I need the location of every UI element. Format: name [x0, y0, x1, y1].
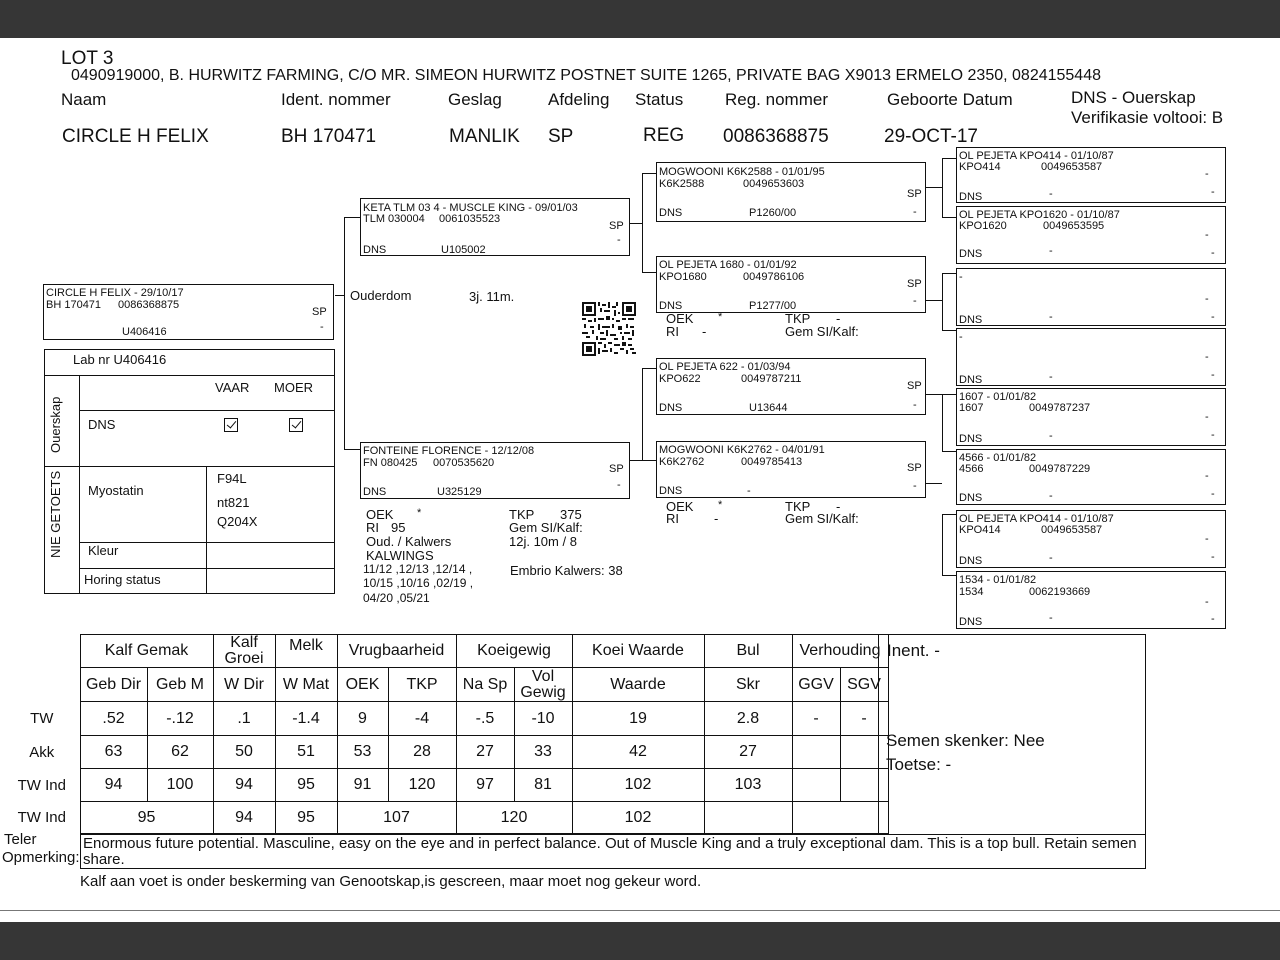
cell: 50 — [213, 736, 275, 769]
lab-kleur-label: Kleur — [88, 543, 119, 558]
myostatin-q204x: Q204X — [217, 514, 258, 529]
dam-sire-code: U13644 — [749, 402, 788, 414]
dam-ri-value: 95 — [391, 520, 406, 535]
ggp-id: 1534 — [959, 586, 984, 598]
col-tkp: TKP — [388, 668, 456, 702]
cell: .52 — [80, 702, 147, 736]
pedigree-line — [630, 460, 642, 461]
dam-oek-label: OEK — [366, 507, 394, 522]
dd-oek-value: * — [718, 499, 723, 511]
dam-gem-label: Gem SI/Kalf: — [509, 520, 583, 535]
cell: 97 — [456, 769, 514, 802]
cell: -10 — [514, 702, 572, 736]
ggp-id: KPO414 — [959, 161, 1001, 173]
col-geb-dir: Geb Dir — [80, 668, 147, 702]
cell: 63 — [80, 736, 147, 769]
ggp-dash: - — [1211, 311, 1215, 323]
pedigree-line — [942, 394, 943, 452]
sire-sire-box — [656, 162, 926, 222]
ggp-code: - — [1049, 188, 1053, 200]
subject-lab: U406416 — [122, 326, 167, 338]
ggp-dash: - — [1205, 470, 1209, 482]
ggp-dash: - — [1205, 351, 1209, 363]
cell: 51 — [275, 736, 337, 769]
dam-tkp-label: TKP — [509, 507, 535, 522]
sire-sire-sp: SP — [907, 188, 922, 200]
dam-kalwings-line: 04/20 ,05/21 — [363, 591, 430, 605]
cell: -.12 — [147, 702, 213, 736]
group-koeigewig: Koeigewig — [456, 635, 572, 668]
subject-id: BH 170471 — [46, 299, 102, 311]
dam-sire-dash: - — [913, 399, 917, 411]
ggp-dash: - — [1205, 293, 1209, 305]
ggp-dns: DNS — [959, 248, 983, 260]
header-geslag: Geslag — [448, 90, 502, 109]
sire-dam-reg: 0049786106 — [743, 271, 805, 283]
ggp-id: KPO1620 — [959, 220, 1007, 232]
dam-oud-label: Oud. / Kalwers — [366, 534, 452, 549]
dam-dam-dns: DNS — [659, 485, 683, 497]
cell: 33 — [514, 736, 572, 769]
cell — [792, 736, 840, 769]
semen-skenker: Semen skenker: Nee — [886, 731, 1045, 750]
cell: .1 — [213, 702, 275, 736]
dam-tkp-value: 375 — [560, 507, 582, 522]
sd-oek-value: * — [718, 311, 723, 323]
row-label: TW Ind — [17, 809, 66, 826]
col-vol-gewig: Vol Gewig — [514, 668, 572, 702]
row-label: Akk — [29, 743, 55, 761]
col-skr: Skr — [704, 668, 792, 702]
ggp-dash: - — [1205, 229, 1209, 241]
table-row — [4, 702, 888, 736]
pedigree-line — [942, 158, 943, 218]
dam-dns: DNS — [363, 486, 387, 498]
cell: 120 — [456, 802, 572, 834]
cell: 100 — [147, 769, 213, 802]
cell — [792, 802, 888, 834]
pedigree-line — [942, 575, 956, 576]
cell: 53 — [337, 736, 388, 769]
header-ident: Ident. nommer — [281, 90, 391, 109]
cell: 95 — [275, 802, 337, 834]
cell: 27 — [704, 736, 792, 769]
dam-sire-box — [656, 358, 926, 415]
ggp-code: - — [1049, 245, 1053, 257]
ggp-dash: - — [1205, 596, 1209, 608]
ggp-title: OL PEJETA KPO414 - 01/10/87 — [959, 150, 1114, 162]
lot-page — [0, 38, 1280, 922]
row-label: TW Ind — [17, 776, 66, 794]
ggp-reg: 0049653587 — [1041, 524, 1103, 536]
group-melk: Melk — [275, 635, 337, 668]
cell: 120 — [388, 769, 456, 802]
ouderdom-label: Ouderdom — [350, 288, 412, 303]
info-side-box — [878, 634, 1146, 835]
cell: 103 — [704, 769, 792, 802]
group-vrugbaarheid: Vrugbaarheid — [337, 635, 456, 668]
dam-kalwings-line: 11/12 ,12/13 ,12/14 , — [363, 562, 473, 576]
ggp-code: - — [1049, 490, 1053, 502]
lab-test-box — [44, 349, 335, 594]
ggp-dns: DNS — [959, 191, 983, 203]
dam-kalwings-line: 10/15 ,10/16 ,02/19 , — [363, 576, 474, 590]
sire-dam-sp: SP — [907, 278, 922, 290]
pedigree-line — [942, 158, 956, 159]
divider — [0, 910, 1280, 911]
ggp-title: 1534 - 01/01/82 — [959, 574, 1037, 586]
cell: - — [792, 702, 840, 736]
ggp-dash: - — [1211, 186, 1215, 198]
group-verhouding: Verhouding — [792, 635, 888, 668]
pedigree-line — [642, 368, 643, 461]
ggp-dash: - — [1205, 411, 1209, 423]
subject-reg: 0086368875 — [118, 299, 180, 311]
cell: -4 — [388, 702, 456, 736]
myostatin-f94l: F94L — [217, 471, 247, 486]
dd-oek-label: OEK — [666, 499, 694, 514]
ggp-box-1 — [956, 147, 1226, 203]
cell: 102 — [572, 802, 704, 834]
pedigree-line — [344, 217, 345, 450]
ggp-box-8 — [956, 571, 1226, 629]
col-sgv: SGV — [840, 668, 888, 702]
subject-title: CIRCLE H FELIX - 29/10/17 — [46, 287, 184, 299]
ggp-dns: DNS — [959, 374, 983, 386]
ggp-title: - — [959, 331, 963, 343]
ggp-title: OL PEJETA KPO414 - 01/10/87 — [959, 513, 1114, 525]
pedigree-line — [942, 330, 956, 331]
dam-oek-value: * — [417, 507, 422, 519]
ggp-dash: - — [1211, 613, 1215, 625]
dam-dam-title: MOGWOONI K6K2762 - 04/01/91 — [659, 444, 825, 456]
inent-label: Inent. - — [887, 641, 940, 660]
sd-tkp-label: TKP — [785, 311, 811, 326]
sire-box — [360, 198, 630, 256]
dam-title: FONTEINE FLORENCE - 12/12/08 — [363, 445, 535, 457]
col-w-dir: W Dir — [213, 668, 275, 702]
lab-myostatin-label: Myostatin — [88, 483, 144, 498]
sire-dam-title: OL PEJETA 1680 - 01/01/92 — [659, 259, 797, 271]
remark-box: Enormous future potential. Masculine, easy on the eye and in perfect balance. Out of Muscle King and a truly exceptional dam. This is a top bull. Retain semen share. — [80, 834, 1146, 869]
sire-dns: DNS — [363, 244, 387, 256]
sire-reg: 0061035523 — [439, 213, 501, 225]
animal-geslag: MANLIK — [449, 126, 520, 147]
dam-ri-label: RI — [366, 520, 379, 535]
sire-sire-code: P1260/00 — [749, 207, 797, 219]
cell: 19 — [572, 702, 704, 736]
col-na-sp: Na Sp — [456, 668, 514, 702]
header-geboorte: Geboorte Datum — [887, 90, 1013, 109]
cell: 28 — [388, 736, 456, 769]
ggp-dns: DNS — [959, 616, 983, 628]
lab-ouerskap-label: Ouerskap — [48, 396, 63, 453]
cell: -.5 — [456, 702, 514, 736]
sire-code: U105002 — [441, 244, 486, 256]
dam-sp: SP — [609, 463, 624, 475]
dam-dam-box — [656, 441, 926, 498]
sire-dam-dns: DNS — [659, 300, 683, 312]
ggp-dash: - — [1205, 533, 1209, 545]
col-w-mat: W Mat — [275, 668, 337, 702]
sire-id: TLM 030004 — [363, 213, 425, 225]
dd-tkp-value: - — [836, 499, 841, 514]
ggp-box-7 — [956, 510, 1226, 568]
dam-sire-id: KPO622 — [659, 373, 701, 385]
pedigree-line — [926, 187, 942, 188]
animal-geboorte: 29-OCT-17 — [884, 126, 978, 147]
ggp-box-4 — [956, 328, 1226, 386]
dam-dam-dash: - — [913, 480, 917, 492]
pedigree-line — [642, 173, 643, 273]
lab-nie-getoets-label: NIE GETOETS — [48, 470, 63, 558]
ggp-code: - — [1049, 552, 1053, 564]
ggp-dns: DNS — [959, 555, 983, 567]
table-row — [4, 769, 888, 802]
pedigree-line — [642, 173, 656, 174]
dam-sire-dns: DNS — [659, 402, 683, 414]
top-bar — [0, 0, 1280, 38]
dam-dam-sp: SP — [907, 462, 922, 474]
ggp-dash: - — [1211, 551, 1215, 563]
subject-pedigree-box — [43, 284, 334, 340]
pedigree-line — [942, 514, 943, 576]
dam-sire-title: OL PEJETA 622 - 01/03/94 — [659, 361, 791, 373]
animal-reg: 0086368875 — [723, 126, 829, 147]
dam-dam-id: K6K2762 — [659, 456, 705, 468]
sd-gem-label: Gem SI/Kalf: — [785, 324, 859, 339]
sd-ri-value: - — [702, 324, 707, 339]
sire-sire-dash: - — [913, 206, 917, 218]
ggp-code: - — [1049, 430, 1053, 442]
ggp-title: OL PEJETA KPO1620 - 01/10/87 — [959, 209, 1120, 221]
dd-tkp-label: TKP — [785, 499, 811, 514]
pedigree-line — [942, 273, 956, 274]
dam-oud-value: 12j. 10m / 8 — [509, 534, 577, 549]
cell: 107 — [337, 802, 456, 834]
ggp-dash: - — [1205, 168, 1209, 180]
sire-sire-title: MOGWOONI K6K2588 - 01/01/95 — [659, 166, 825, 178]
animal-status: REG — [643, 125, 685, 146]
sire-dash: - — [617, 234, 621, 246]
pedigree-line — [942, 514, 956, 515]
ggp-title: - — [959, 271, 963, 283]
cell: 9 — [337, 702, 388, 736]
animal-afdeling: SP — [548, 126, 574, 147]
lab-number: Lab nr U406416 — [73, 352, 167, 367]
group-kalf-groei: Kalf Groei — [213, 635, 275, 668]
pedigree-line — [630, 223, 642, 224]
pedigree-line — [344, 217, 360, 218]
sire-dam-dash: - — [913, 295, 917, 307]
sd-ri-label: RI — [666, 324, 679, 339]
teler-label: Teler — [4, 831, 37, 848]
header-naam: Naam — [61, 90, 107, 109]
subject-dash: - — [320, 321, 324, 333]
pedigree-line — [942, 451, 956, 452]
animal-ident: BH 170471 — [281, 126, 377, 147]
ggp-reg: 0049653587 — [1041, 161, 1103, 173]
group-koei-waarde: Koei Waarde — [572, 635, 704, 668]
dam-dash: - — [617, 479, 621, 491]
animal-name: CIRCLE H FELIX — [62, 126, 209, 147]
dam-box — [360, 442, 630, 499]
col-geb-m: Geb M — [147, 668, 213, 702]
toetse-label: Toetse: - — [886, 755, 952, 774]
pedigree-line — [926, 483, 942, 484]
opmerking-label: Opmerking: — [2, 849, 80, 866]
ebv-table — [4, 634, 889, 834]
vaar-dns-checkbox[interactable] — [224, 418, 238, 432]
group-bul: Bul — [704, 635, 792, 668]
dam-kalwings-label: KALWINGS — [366, 548, 434, 563]
pedigree-line — [642, 460, 656, 461]
lab-moer-header: MOER — [274, 380, 313, 395]
sire-title: KETA TLM 03 4 - MUSCLE KING - 09/01/03 — [363, 202, 578, 214]
ggp-code: - — [1049, 311, 1053, 323]
sire-dam-box — [656, 256, 926, 313]
ggp-id: 4566 — [959, 463, 984, 475]
ggp-dash: - — [1211, 429, 1215, 441]
cell — [792, 769, 840, 802]
footer-note: Kalf aan voet is onder beskerming van Genootskap,is gescreen, maar moet nog gekeur word. — [80, 873, 702, 890]
dam-code: U325129 — [437, 486, 482, 498]
ggp-box-2 — [956, 206, 1226, 264]
ggp-box-3 — [956, 268, 1226, 326]
cell: 94 — [213, 769, 275, 802]
ggp-code: - — [1049, 371, 1053, 383]
ggp-reg: 0062193669 — [1029, 586, 1091, 598]
cell: - — [840, 702, 888, 736]
dam-sire-sp: SP — [907, 380, 922, 392]
myostatin-nt821: nt821 — [217, 495, 250, 510]
cell: 95 — [275, 769, 337, 802]
table-row — [4, 802, 888, 834]
ggp-code: - — [1049, 612, 1053, 624]
col-oek: OEK — [337, 668, 388, 702]
ggp-title: 4566 - 01/01/82 — [959, 452, 1037, 464]
cell: 102 — [572, 769, 704, 802]
sd-oek-label: OEK — [666, 311, 694, 326]
sire-sire-dns: DNS — [659, 207, 683, 219]
cell: 94 — [80, 769, 147, 802]
lab-dns-label: DNS — [88, 417, 116, 432]
qr-code-icon — [582, 302, 636, 356]
ggp-id: 1607 — [959, 402, 984, 414]
col-waarde: Waarde — [572, 668, 704, 702]
ggp-dns: DNS — [959, 492, 983, 504]
pedigree-line — [942, 273, 943, 331]
group-kalf-gemak: Kalf Gemak — [80, 635, 213, 668]
cell: -1.4 — [275, 702, 337, 736]
dd-ri-value: - — [714, 511, 719, 526]
cell: 2.8 — [704, 702, 792, 736]
header-dns: DNS - Ouerskap — [1071, 88, 1196, 107]
moer-dns-checkbox[interactable] — [289, 418, 303, 432]
pedigree-line — [642, 368, 656, 369]
col-ggv: GGV — [792, 668, 840, 702]
row-label: TW — [30, 710, 54, 727]
table-row — [4, 736, 888, 769]
sire-dam-code: P1277/00 — [749, 300, 797, 312]
dam-reg: 0070535620 — [433, 457, 495, 469]
sire-sp: SP — [609, 220, 624, 232]
dd-gem-label: Gem SI/Kalf: — [785, 511, 859, 526]
ggp-dash: - — [1211, 369, 1215, 381]
pedigree-line — [642, 272, 656, 273]
cell: 62 — [147, 736, 213, 769]
pedigree-line — [926, 483, 927, 484]
ggp-reg: 0049653595 — [1043, 220, 1105, 232]
dam-id: FN 080425 — [363, 457, 418, 469]
ggp-title: 1607 - 01/01/82 — [959, 391, 1037, 403]
sire-dam-id: KPO1680 — [659, 271, 707, 283]
ggp-dash: - — [1211, 488, 1215, 500]
header-afdeling: Afdeling — [548, 90, 610, 109]
cell: 42 — [572, 736, 704, 769]
pedigree-line — [942, 217, 956, 218]
header-verifikasie: Verifikasie voltooi: B — [1071, 108, 1224, 127]
ggp-dash: - — [1211, 247, 1215, 259]
dam-embrio: Embrio Kalwers: 38 — [510, 563, 623, 578]
ggp-dns: DNS — [959, 314, 983, 326]
owner-line: 0490919000, B. HURWITZ FARMING, C/O MR. SIMEON HURWITZ POSTNET SUITE 1265, PRIVATE BAG X9013 ERMELO 2350, 0824155448 — [71, 67, 1101, 84]
sd-tkp-value: - — [836, 311, 841, 326]
ggp-reg: 0049787237 — [1029, 402, 1091, 414]
cell: 95 — [80, 802, 213, 834]
ggp-box-6 — [956, 449, 1226, 505]
pedigree-line — [344, 449, 360, 450]
ggp-box-5 — [956, 388, 1226, 446]
ouderdom-value: 3j. 11m. — [469, 289, 515, 304]
cell: 81 — [514, 769, 572, 802]
dam-dam-reg: 0049785413 — [741, 456, 803, 468]
header-status: Status — [635, 90, 684, 109]
pedigree-line — [942, 394, 956, 395]
header-reg: Reg. nommer — [725, 90, 828, 109]
dam-dam-code: - — [747, 485, 751, 497]
bottom-bar — [0, 922, 1280, 960]
ggp-reg: 0049787229 — [1029, 463, 1091, 475]
sire-sire-id: K6K2588 — [659, 178, 705, 190]
ggp-dns: DNS — [959, 433, 983, 445]
pedigree-line — [926, 300, 942, 301]
dd-ri-label: RI — [666, 511, 679, 526]
lab-vaar-header: VAAR — [215, 380, 250, 395]
dam-sire-reg: 0049787211 — [741, 373, 802, 385]
cell: 91 — [337, 769, 388, 802]
sire-sire-reg: 0049653603 — [743, 178, 805, 190]
subject-sp: SP — [312, 306, 327, 318]
pedigree-line — [926, 394, 942, 395]
cell: 94 — [213, 802, 275, 834]
lab-horing-label: Horing status — [84, 572, 161, 587]
lot-number: LOT 3 — [61, 48, 114, 69]
cell: 27 — [456, 736, 514, 769]
ggp-id: KPO414 — [959, 524, 1001, 536]
cell — [704, 802, 792, 834]
